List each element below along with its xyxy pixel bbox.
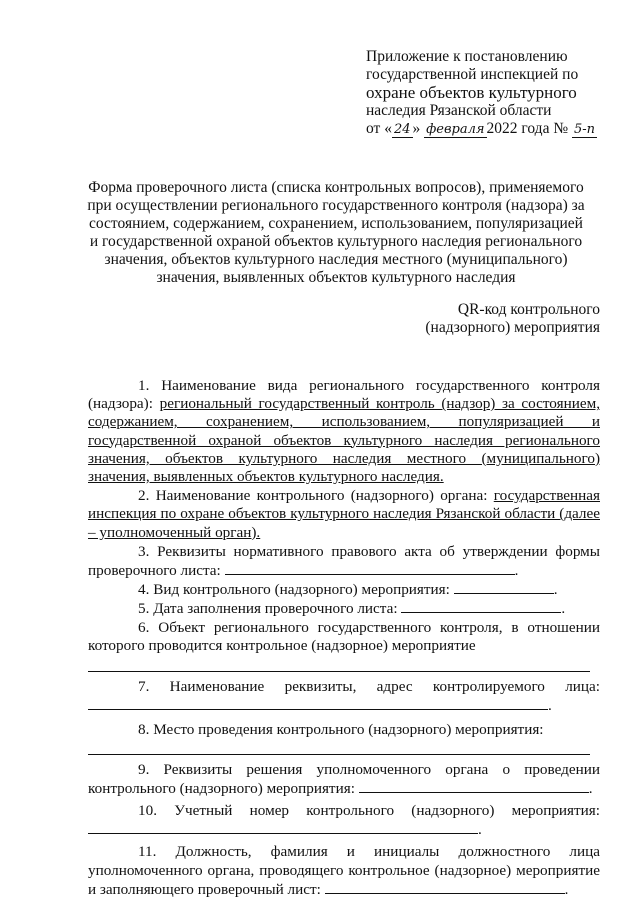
item-11 [88,843,600,899]
appendix-day: 24 [393,122,411,137]
form-body [88,377,600,899]
appendix-from: от « [366,120,392,137]
item-2 [88,487,600,542]
item-8-blank [88,740,590,755]
item-6-text: 6. Объект регионального государственного контроля, в отношении которого проводится контрольное (надзорное) мероприятие [88,618,600,654]
appendix-block [366,48,616,139]
item-10-text: 10. Учетный номер контрольного (надзорного) мероприятия: [138,802,600,820]
appendix-line-2: государственной инспекцией по [366,66,579,83]
item-9-text: 9. Реквизиты решения уполномоченного органа о проведении контрольного (надзорного) мероприятия: [88,760,600,797]
appendix-line-1: Приложение к постановлению [366,48,568,65]
appendix-close-quote: » [412,120,421,137]
item-1-value: региональный государственный контроль (надзор) за состоянием, содержанием, сохранением, использованием, популяризацией и государственной охраной объектов культурного наследия регионального значения, объектов культурного наследия местного (муниципального) значения, выявленных объектов культурного наследия. [88,395,600,486]
item-4-blank [454,580,554,594]
item-3-blank [225,561,515,575]
item-10 [88,802,600,839]
appendix-line-3: охране объектов культурного [366,83,577,102]
item-4 [88,580,600,599]
item-7-blank [88,696,548,710]
item-3-text: 3. Реквизиты нормативного правового акта об утверждении формы проверочного листа: [88,542,600,580]
item-10-period: . [478,821,482,839]
appendix-line-4: наследия Рязанской области [366,102,552,119]
item-3-period: . [514,562,519,580]
item-5 [88,599,600,618]
form-title: Форма проверочного листа (списка контрольных вопросов), применяемого при осуществлении регионального государственного контроля (надзора) за состоянием, содержанием, сохранением, использованием, популяризацией и государственной охраной объектов культурного наследия регионального значения, объектов культурного наследия местного (муниципального) значения, выявленных объектов культурного наследия [87,179,585,286]
item-9-period: . [588,779,593,797]
item-2-label: 2. Наименование контрольного (надзорного) органа: [138,487,488,505]
item-8 [88,721,600,739]
qr-line-1: QR-код контрольного [457,301,600,318]
item-6 [88,619,600,655]
item-5-period: . [561,600,566,618]
item-5-blank [401,599,561,613]
item-5-text: 5. Дата заполнения проверочного листа: [138,600,398,618]
appendix-number: 5-п [574,122,596,137]
item-9 [88,761,600,798]
item-7 [88,678,600,715]
item-4-period: . [553,581,558,599]
item-9-blank [359,779,589,793]
item-1-label: 1. Наименование вида регионального государственного контроля (надзора): [88,377,600,413]
item-8-text: 8. Место проведения контрольного (надзорного) мероприятия: [138,721,544,739]
item-11-blank [325,880,565,894]
item-4-text: 4. Вид контрольного (надзорного) мероприятия: [138,581,450,599]
item-3 [88,543,600,580]
item-2-value: государственная инспекция по охране объектов культурного наследия Рязанской области (далее – уполномоченный орган). [88,487,600,541]
item-11-text: 11. Должность, фамилия и инициалы должностного лица уполномоченного органа, проводящего контрольное (надзорное) мероприятие и заполняющего проверочный лист: [88,843,600,898]
appendix-month: февраля [426,122,485,137]
item-7-period: . [548,697,552,715]
item-10-blank [88,820,478,834]
qr-line-2: (надзорного) мероприятия [425,319,600,336]
qr-caption [400,301,600,337]
appendix-date-line [366,120,616,139]
item-6-blank [88,657,590,672]
appendix-year: 2022 года № [486,120,569,137]
item-7-text: 7. Наименование реквизиты, адрес контролируемого лица: [138,678,600,696]
item-11-period: . [564,880,569,898]
item-1 [88,377,600,486]
